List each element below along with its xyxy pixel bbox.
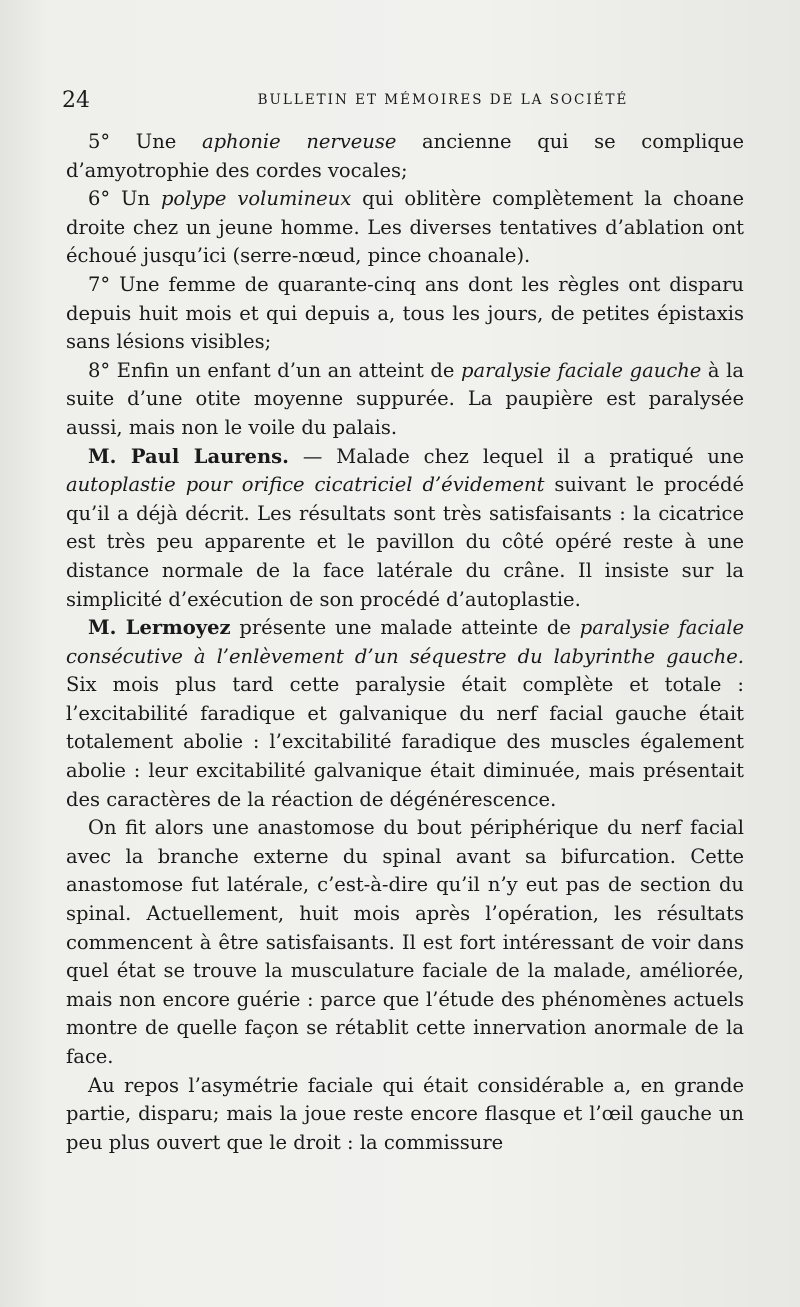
paragraph-laurens — [66, 443, 744, 615]
paragraph-text: qui oblitère complètement la choane droite chez un jeune homme. Les diverses tentatives d’ablation ont échoué jusqu’ici (serre-nœud, pince choanale). — [66, 187, 744, 268]
italic-term: aphonie nerveuse — [201, 130, 397, 153]
speaker-name: M. Paul Laurens. — [88, 444, 289, 468]
paragraph-item-6 — [66, 185, 744, 271]
running-title: BULLETIN ET MÉMOIRES DE LA SOCIÉTÉ — [257, 92, 629, 108]
italic-term: polype volumineux — [160, 187, 352, 211]
italic-term: paralysie faciale gauche — [461, 358, 702, 382]
page-number: 24 — [62, 88, 90, 113]
paragraph-text: Six mois plus tard cette paralysie était complète et totale : l’excitabilité faradique et galvanique du nerf facial gauche était totalement abolie : l’excitabilité faradique des muscles également abolie : leur excitabilité galvanique était diminuée, mais présentait des caractères de la réaction de dégénérescence. — [66, 673, 744, 811]
paragraph-text: présente une malade atteinte de — [230, 616, 580, 640]
paragraph-anastomose: On fit alors une anastomose du bout périphérique du nerf facial avec la branche externe du spinal avant sa bifurcation. Cette anastomose fut latérale, c’est-à-dire qu’il n’y eut pas de section du spinal. Actuellement, huit mois après l’opération, les résultats commencent à être satisfaisants. Il est fort intéressant de voir dans quel état se trouve la musculature faciale de la malade, améliorée, mais non encore guérie : parce que l’étude des phénomènes actuels montre de quelle façon se rétablit cette innervation anormale de la face. — [66, 816, 744, 1068]
paragraph-text: suivant le procédé qu’il a déjà décrit. Les résultats sont très satisfaisants : la cicatrice est très peu apparente et le pavillon du côté opéré reste à une distance normale de la face latérale du crâne. Il insiste sur la simplicité d’exécution de son procédé d’autoplastie. — [66, 473, 744, 611]
paragraph-text: ancienne qui se complique d’amyotrophie des cordes vocales; — [66, 130, 744, 182]
speaker-name: M. Lermoyez — [88, 616, 231, 640]
paragraph-lermoyez — [66, 614, 744, 814]
paragraph-text: 8° Enfin un enfant d’un an atteint de — [88, 358, 462, 382]
paragraph-repos: Au repos l’asymétrie faciale qui était considérable a, en grande partie, disparu; mais la joue reste encore flasque et l’œil gauche un peu plus ouvert que le droit : la commissure — [66, 1073, 744, 1154]
italic-term: autoplastie pour orifice cicatriciel d’évidement — [66, 473, 545, 497]
page-header — [62, 84, 744, 114]
paragraph-text: 6° Un — [88, 187, 161, 211]
paragraph-item-7: 7° Une femme de quarante-cinq ans dont les règles ont disparu depuis huit mois et qui depuis a, tous les jours, de petites épistaxis sans lésions visibles; — [66, 272, 744, 354]
italic-term: paralysie faciale consécutive à l’enlèvement d’un séquestre du labyrinthe gauche. — [66, 616, 744, 668]
paragraph-item-5 — [66, 128, 744, 185]
paragraph-text: 5° Une — [88, 130, 202, 153]
paragraph-text: à la suite d’une otite moyenne suppurée. La paupière est paralysée aussi, mais non le voile du palais. — [66, 358, 744, 439]
paragraph-text: — Malade chez lequel il a pratiqué une — [288, 444, 745, 468]
paragraph-item-8 — [66, 357, 744, 443]
body-text — [66, 128, 744, 1157]
